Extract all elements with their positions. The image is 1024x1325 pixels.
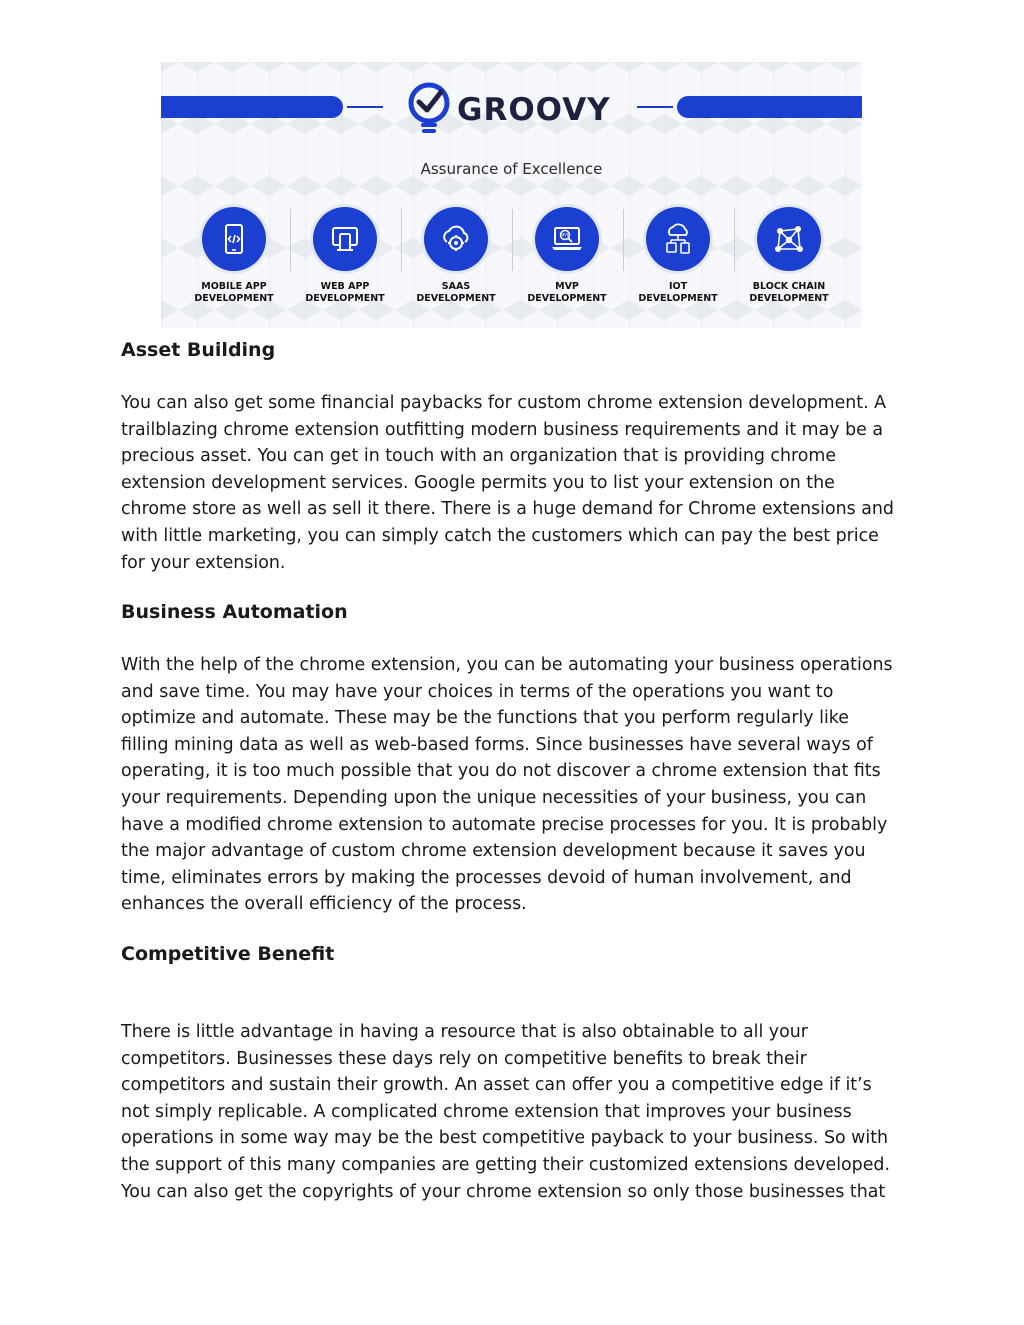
- service-iot: [623, 207, 733, 305]
- service-web-app: [290, 207, 400, 305]
- section-business-automation-body: [121, 652, 911, 918]
- service-mobile-app: [179, 207, 289, 305]
- text-line: with little marketing, you can simply catch the customers which can pay the best price: [121, 525, 879, 546]
- banner-right-bar: [677, 96, 862, 118]
- text-line: have a modified chrome extension to automate precise processes for you. It is probably: [121, 814, 888, 835]
- service-label-line1: MOBILE APP: [201, 281, 267, 292]
- brand-name: GROOVY: [457, 92, 611, 128]
- network-nodes-icon: [772, 222, 806, 256]
- text-line: precious asset. You can get in touch with an organization that is providing chrome: [121, 446, 837, 467]
- svg-text:MVP: MVP: [560, 232, 570, 238]
- banner-left-bar: [161, 96, 343, 118]
- paragraph: [121, 390, 911, 576]
- service-label-line2: DEVELOPMENT: [527, 293, 607, 304]
- text-line: You can also get some financial paybacks for custom chrome extension development. A: [121, 393, 887, 413]
- text-line: not simply replicable. A complicated chrome extension that improves your business: [121, 1101, 852, 1122]
- text-line: optimize and automate. These may be the functions that you perform regularly like: [121, 708, 849, 729]
- text-line: for your extension.: [121, 552, 286, 573]
- section-competitive-benefit-body: [121, 1019, 911, 1205]
- text-line: With the help of the chrome extension, you can be automating your business operations: [121, 655, 893, 675]
- text-line: the support of this many companies are getting their customized extensions developed.: [121, 1154, 890, 1175]
- banner-left-line: [347, 106, 383, 108]
- text-line: operations in some way may be the best competitive payback to your business. So with: [121, 1128, 889, 1149]
- service-label-line2: DEVELOPMENT: [416, 293, 496, 304]
- paragraph: [121, 652, 911, 918]
- cloud-gear-icon: [439, 222, 473, 256]
- text-line: competitors and sustain their growth. An asset can offer you a competitive edge if it’s: [121, 1075, 872, 1096]
- section-asset-building-body: [121, 390, 911, 576]
- text-line: chrome store as well as sell it there. There is a huge demand for Chrome extensions and: [121, 499, 894, 520]
- text-line: filling mining data as well as web-based forms. Since businesses have several ways of: [121, 734, 873, 755]
- service-label-line1: SAAS: [441, 281, 471, 292]
- groovy-logo: [407, 80, 611, 140]
- text-line: your requirements. Depending upon the unique necessities of your business, you can: [121, 787, 867, 808]
- section-business-automation: [121, 601, 911, 623]
- text-line: extension development services. Google permits you to list your extension on the: [121, 472, 835, 493]
- cloud-devices-icon: [661, 222, 695, 256]
- paragraph: [121, 1019, 911, 1205]
- section-competitive-benefit: [121, 943, 911, 965]
- mobile-code-icon: [217, 222, 251, 256]
- service-block-chain: [734, 207, 844, 305]
- text-line: competitors. Businesses these days rely on competitive benefits to break their: [121, 1048, 807, 1069]
- service-mvp: [512, 207, 622, 305]
- text-line: trailblazing chrome extension outfitting modern business requirements and it may be a: [121, 419, 884, 440]
- service-label-line1: BLOCK CHAIN: [752, 281, 826, 292]
- text-line: You can also get the copyrights of your chrome extension so only those businesses that: [121, 1181, 886, 1202]
- text-line: operating, it is too much possible that you do not discover a chrome extension that fits: [121, 761, 881, 782]
- services-row: [161, 207, 862, 317]
- service-label-line1: IOT: [668, 281, 688, 292]
- service-saas: [401, 207, 511, 305]
- text-line: time, eliminates errors by making the processes devoid of human involvement, and: [121, 867, 852, 888]
- text-line: There is little advantage in having a resource that is also obtainable to all your: [121, 1022, 808, 1042]
- service-label-line2: DEVELOPMENT: [305, 293, 385, 304]
- text-line: the major advantage of custom chrome extension development because it saves you: [121, 841, 866, 862]
- section-asset-building: [121, 339, 911, 361]
- service-label-line2: DEVELOPMENT: [749, 293, 829, 304]
- groovy-banner: [161, 62, 862, 328]
- tagline: Assurance of Excellence: [420, 160, 603, 178]
- web-app-icon: [328, 222, 362, 256]
- section-heading: Business Automation: [121, 601, 348, 623]
- service-label-line1: MVP: [555, 281, 579, 292]
- text-line: enhances the overall efficiency of the process.: [121, 894, 527, 915]
- section-heading: Competitive Benefit: [121, 943, 335, 965]
- banner-right-line: [637, 106, 673, 108]
- service-label-line1: WEB APP: [320, 281, 370, 292]
- text-line: and save time. You may have your choices in terms of the operations you want to: [121, 681, 834, 702]
- service-label-line2: DEVELOPMENT: [638, 293, 718, 304]
- section-heading: Asset Building: [121, 339, 276, 361]
- lightbulb-check-icon: [407, 82, 451, 138]
- service-label-line2: DEVELOPMENT: [194, 293, 274, 304]
- laptop-mvp-icon: [549, 222, 585, 256]
